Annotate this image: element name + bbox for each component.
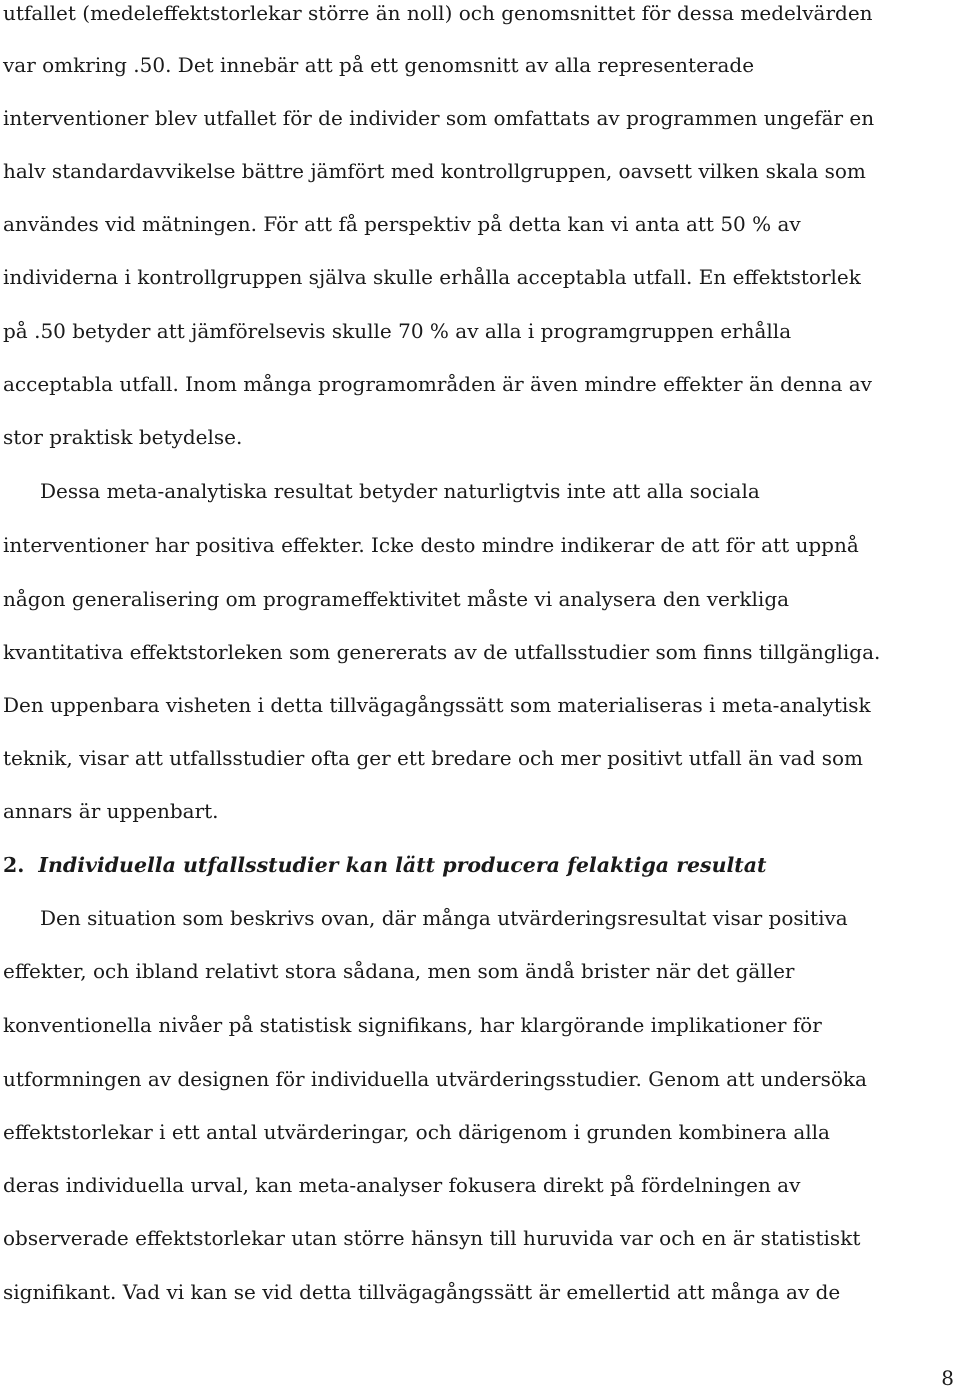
text-line: utfallet (medeleffektstorlekar större än noll) och genomsnittet för dessa medelvärden	[3, 1, 873, 25]
text-line: konventionella nivåer på statistisk signifikans, har klargörande implikationer för	[3, 1013, 822, 1037]
section-number: 2.	[3, 853, 25, 877]
text-line: annars är uppenbart.	[3, 799, 219, 823]
page-number: 8	[941, 1366, 954, 1390]
text-line: kvantitativa effektstorleken som genererats av de utfallsstudier som finns tillgängliga.	[3, 640, 881, 664]
text-line: acceptabla utfall. Inom många programområden är även mindre effekter än denna av	[3, 372, 872, 396]
text-line: effekter, och ibland relativt stora sådana, men som ändå brister när det gäller	[3, 959, 795, 983]
text-line: Den uppenbara visheten i detta tillvägagångssätt som materialiseras i meta-analytisk	[3, 693, 871, 717]
text-line: användes vid mätningen. För att få perspektiv på detta kan vi anta att 50 % av	[3, 212, 801, 236]
section-title: Individuella utfallsstudier kan lätt producera felaktiga resultat	[38, 853, 767, 877]
text-line: var omkring .50. Det innebär att på ett genomsnitt av alla representerade	[3, 53, 755, 77]
text-line: interventioner har positiva effekter. Icke desto mindre indikerar de att för att uppnå	[3, 533, 859, 557]
text-line: någon generalisering om programeffektivitet måste vi analysera den verkliga	[3, 587, 790, 611]
text-line: utformningen av designen för individuella utvärderingsstudier. Genom att undersöka	[3, 1067, 867, 1091]
section-heading	[3, 852, 767, 878]
text-line: Den situation som beskrivs ovan, där många utvärderingsresultat visar positiva	[40, 906, 848, 930]
text-line: signifikant. Vad vi kan se vid detta tillvägagångssätt är emellertid att många av de	[3, 1280, 841, 1304]
text-line: individerna i kontrollgruppen själva skulle erhålla acceptabla utfall. En effektstorlek	[3, 265, 861, 289]
text-line: effektstorlekar i ett antal utvärderingar, och därigenom i grunden kombinera alla	[3, 1120, 830, 1144]
text-line: observerade effektstorlekar utan större hänsyn till huruvida var och en är statistiskt	[3, 1226, 861, 1250]
text-line: teknik, visar att utfallsstudier ofta ger ett bredare och mer positivt utfall än vad som	[3, 746, 863, 770]
text-line: interventioner blev utfallet för de individer som omfattats av programmen ungefär en	[3, 106, 875, 130]
text-line: deras individuella urval, kan meta-analyser fokusera direkt på fördelningen av	[3, 1173, 801, 1197]
text-line: på .50 betyder att jämförelsevis skulle 70 % av alla i programgruppen erhålla	[3, 319, 792, 343]
text-line: halv standardavvikelse bättre jämfört med kontrollgruppen, oavsett vilken skala som	[3, 159, 866, 183]
text-line: Dessa meta-analytiska resultat betyder naturligtvis inte att alla sociala	[40, 479, 760, 503]
text-line: stor praktisk betydelse.	[3, 425, 243, 449]
